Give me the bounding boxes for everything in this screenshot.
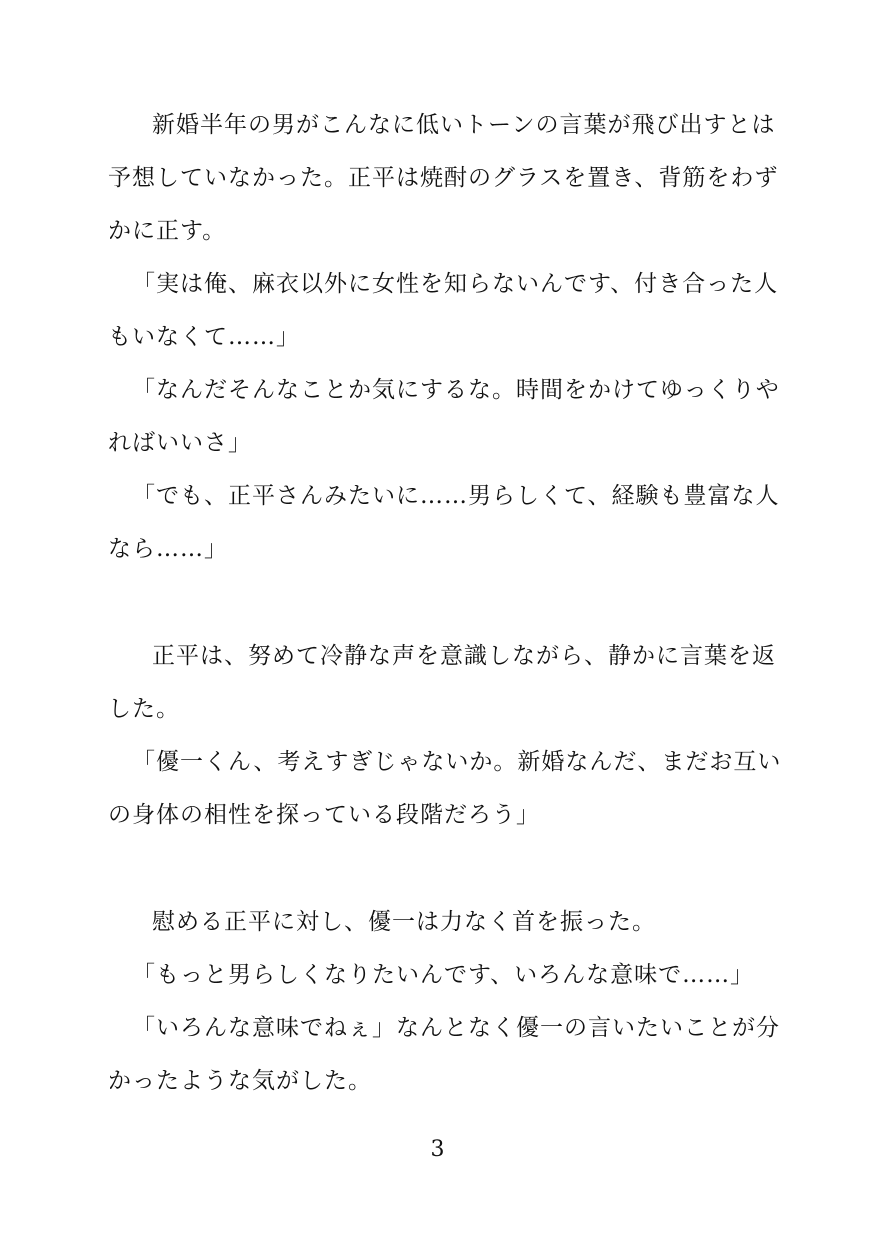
- text-line: もいなくて……」: [108, 324, 300, 350]
- text-line: 「優一くん、考えすぎじゃないか。新婚なんだ、まだお互い: [132, 749, 782, 775]
- page-number: 3: [430, 1137, 445, 1162]
- text-line: 予想していなかった。正平は焼酎のグラスを置き、背筋をわず: [108, 165, 779, 191]
- text-line: の身体の相性を探っている段階だろう」: [108, 802, 540, 828]
- text-line: した。: [108, 696, 180, 722]
- text-line: 「実は俺、麻衣以外に女性を知らないんです、付き合った人: [132, 271, 779, 297]
- text-line: 「もっと男らしくなりたいんです、いろんな意味で……」: [132, 962, 755, 988]
- text-line: かに正す。: [108, 218, 227, 244]
- text-line: 「でも、正平さんみたいに……男らしくて、経験も豊富な人: [132, 483, 780, 509]
- text-line: なら……」: [108, 536, 228, 562]
- text-line: 新婚半年の男がこんなに低いトーンの言葉が飛び出すとは: [152, 112, 776, 138]
- text-line: ればいいさ」: [108, 430, 252, 456]
- text-line: かったような気がした。: [108, 1068, 372, 1094]
- text-line: 正平は、努めて冷静な声を意識しながら、静かに言葉を返: [152, 643, 776, 669]
- text-line: 「なんだそんなことか気にするな。時間をかけてゆっくりや: [132, 377, 780, 403]
- text-line: 「いろんな意味でねぇ」なんとなく優一の言いたいことが分: [132, 1015, 780, 1041]
- text-line: 慰める正平に対し、優一は力なく首を振った。: [152, 909, 656, 935]
